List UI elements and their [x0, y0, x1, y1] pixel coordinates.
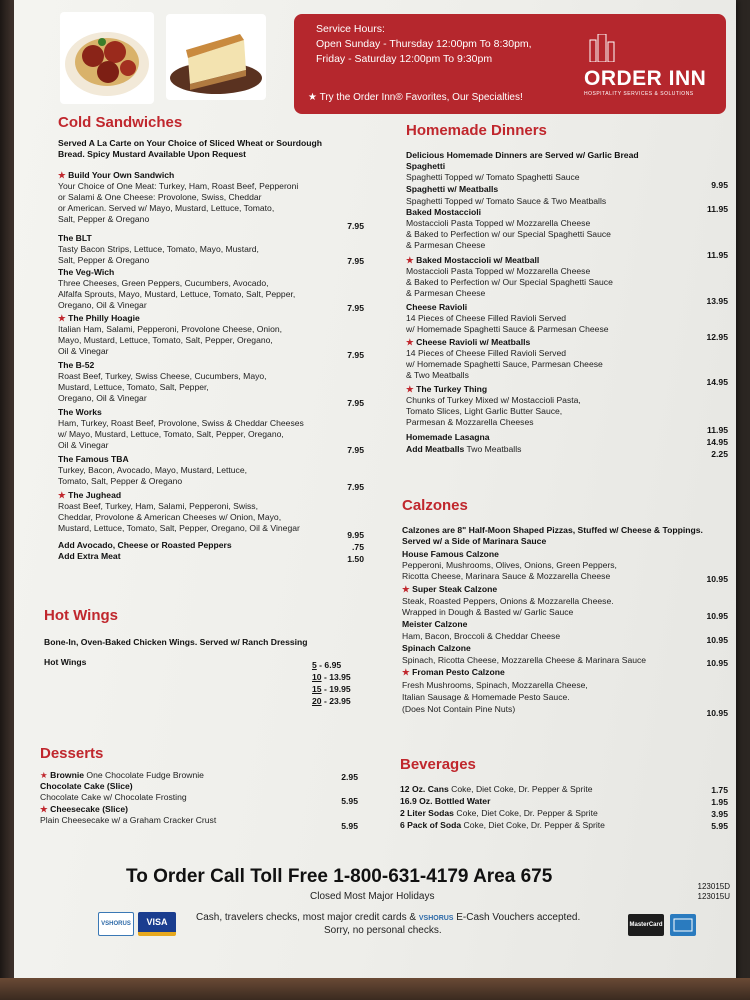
star-icon: ★ [308, 92, 317, 103]
works-desc-1: Ham, Turkey, Roast Beef, Provolone, Swiss & Cheddar Cheeses [58, 418, 304, 428]
mostaccioli-meatball-desc-1: Mostaccioli Pasta Topped w/ Mozzarella Cheese [406, 266, 591, 276]
turkey-thing-desc-3: Parmesan & Mozzarella Cheeses [406, 417, 534, 427]
jughead-desc-1: Roast Beef, Turkey, Ham, Salami, Pepperoni, Swiss, [58, 501, 258, 511]
star-icon: ★ [58, 170, 66, 180]
spinach-calzone-desc: Spinach, Ricotta Cheese, Mozzarella Cheese & Marinara Sauce [402, 655, 647, 665]
homemade-dinners-heading: Homemade Dinners [406, 122, 547, 139]
steak-calzone-price: 10.95 [706, 611, 728, 621]
cold-sandwiches-heading: Cold Sandwiches [58, 114, 183, 131]
cake-price: 5.95 [341, 796, 358, 806]
brownie-line: ★ Brownie One Chocolate Fudge Brownie [40, 770, 204, 780]
steak-calzone-desc-2: Wrapped in Dough & Basted w/ Garlic Sauce [402, 607, 574, 617]
payment-line [196, 913, 580, 924]
house-calzone-desc-2: Ricotta Cheese, Marinara Sauce & Mozzarella Cheese [402, 571, 611, 581]
hours-line-1: Open Sunday - Thursday 12:00pm To 8:30pm, [316, 38, 532, 50]
philly-desc-3: Oil & Vinegar [58, 346, 109, 356]
ravioli-desc-1: 14 Pieces of Cheese Filled Ravioli Served [406, 313, 567, 323]
meatball-photo [60, 12, 154, 104]
brownie-price: 2.95 [341, 772, 358, 782]
cheesecake-name: ★ Cheesecake (Slice) [40, 804, 128, 814]
dinners-intro: Delicious Homemade Dinners are Served w/ Garlic Bread [406, 150, 639, 160]
tba-desc-2: Tomato, Salt, Pepper & Oregano [58, 476, 183, 486]
star-icon: ★ [40, 804, 48, 814]
jughead-desc-3: Mustard, Lettuce, Tomato, Salt, Pepper, Oregano, Oil & Vinegar [58, 523, 300, 533]
byo-desc-1: Your Choice of One Meat: Turkey, Ham, Roast Beef, Pepperoni [58, 181, 299, 191]
philly-desc-2: Mayo, Mustard, Lettuce, Tomato, Salt, Pepper, Oregano, [58, 335, 273, 345]
ravioli-meatballs-name: ★ Cheese Ravioli w/ Meatballs [406, 337, 531, 347]
payment-text-2: E-Cash Vouchers accepted. [456, 912, 581, 923]
turkey-thing-price: 11.95 [706, 425, 728, 435]
no-checks: Sorry, no personal checks. [324, 925, 442, 936]
spaghetti-price: 9.95 [711, 180, 728, 190]
spinach-calzone-price: 10.95 [706, 658, 728, 668]
wings-price-4: 20 - 23.95 [312, 696, 351, 706]
works-desc-2: w/ Mayo, Mustard, Lettuce, Tomato, Salt, Pepper, Oregano, [58, 429, 284, 439]
water-price: 1.95 [711, 797, 728, 807]
byo-desc-3: or American. Served w/ Mayo, Mustard, Lettuce, Tomato, [58, 203, 275, 213]
menu-code-2: 123015U [697, 892, 730, 901]
lasagna-price: 14.95 [706, 437, 728, 447]
calzones-intro-1: Calzones are 8" Half-Moon Shaped Pizzas, Stuffed w/ Cheese & Toppings. [402, 525, 703, 535]
add-meatballs-price: 2.25 [711, 449, 728, 459]
works-desc-3: Oil & Vinegar [58, 440, 109, 450]
mostaccioli-desc-3: & Parmesan Cheese [406, 240, 486, 250]
wings-intro: Bone-In, Oven-Baked Chicken Wings. Served w/ Ranch Dressing [44, 637, 308, 647]
jughead-price: 9.95 [347, 530, 364, 540]
star-icon: ★ [406, 384, 414, 394]
calzones-intro-2: Served w/ a Side of Marinara Sauce [402, 536, 547, 546]
vshorus-logo: VSHORUS [418, 915, 454, 922]
spaghetti-desc: Spaghetti Topped w/ Tomato Spaghetti Sauce [406, 172, 580, 182]
cheesecake-price: 5.95 [341, 821, 358, 831]
wings-price-1: 5 - 6.95 [312, 660, 342, 670]
calzones-heading: Calzones [402, 497, 468, 514]
cheesecake-photo [166, 14, 266, 100]
wings-price-3: 15 - 19.95 [312, 684, 351, 694]
tba-name: The Famous TBA [58, 454, 129, 464]
cans-price: 1.75 [711, 785, 728, 795]
service-hours-banner [294, 14, 726, 114]
house-calzone-desc-1: Pepperoni, Mushrooms, Olives, Onions, Green Peppers, [402, 560, 617, 570]
star-icon: ★ [40, 770, 48, 780]
pesto-calzone-desc-3: (Does Not Contain Pine Nuts) [402, 704, 516, 714]
vshorus-card-icon: VSHORUS [98, 912, 134, 936]
order-phone-line: To Order Call Toll Free 1-800-631-4179 Area 675 [126, 866, 553, 887]
ravioli-meatballs-desc-2: w/ Homemade Spaghetti Sauce, Parmesan Cheese [406, 359, 603, 369]
menu-page [14, 0, 736, 990]
mostaccioli-desc-1: Mostaccioli Pasta Topped w/ Mozzarella Cheese [406, 218, 591, 228]
spinach-calzone-name: Spinach Calzone [402, 643, 471, 653]
closed-holidays: Closed Most Major Holidays [310, 891, 435, 902]
ravioli-price: 12.95 [706, 332, 728, 342]
favorites-text: Try the Order Inn® Favorites, Our Specialties! [319, 92, 523, 103]
star-icon: ★ [58, 313, 66, 323]
visa-card-icon: VISA [138, 912, 176, 936]
philly-desc-1: Italian Ham, Salami, Pepperoni, Provolone Cheese, Onion, [58, 324, 283, 334]
byo-name: ★ Build Your Own Sandwich [58, 170, 175, 180]
menu-code-1: 123015D [697, 882, 730, 891]
water-name: 16.9 Oz. Bottled Water [400, 796, 491, 806]
ravioli-name: Cheese Ravioli [406, 302, 468, 312]
spaghetti-meatballs-price: 11.95 [706, 204, 728, 214]
jughead-name: ★ The Jughead [58, 490, 122, 500]
star-icon: ★ [406, 255, 414, 265]
vegwich-name: The Veg-Wich [58, 267, 115, 277]
mostaccioli-meatball-name: ★ Baked Mostaccioli w/ Meatball [406, 255, 540, 265]
mostaccioli-desc-2: & Baked to Perfection w/ our Special Spaghetti Sauce [406, 229, 611, 239]
philly-name: ★ The Philly Hoagie [58, 313, 140, 323]
works-price: 7.95 [347, 445, 364, 455]
vegwich-desc-3: Oregano, Oil & Vinegar [58, 300, 147, 310]
blt-desc-1: Tasty Bacon Strips, Lettuce, Tomato, Mayo, Mustard, [58, 244, 259, 254]
philly-price: 7.95 [347, 350, 364, 360]
beverages-heading: Beverages [400, 756, 476, 773]
menu-codes [686, 882, 730, 902]
byo-price: 7.95 [347, 221, 364, 231]
vegwich-desc-2: Alfalfa Sprouts, Mayo, Mustard, Lettuce, Tomato, Salt, Pepper, [58, 289, 296, 299]
hot-wings-heading: Hot Wings [44, 607, 119, 624]
cans-line: 12 Oz. Cans Coke, Diet Coke, Dr. Pepper & Sprite [400, 784, 593, 794]
hours-title: Service Hours: [316, 23, 385, 35]
meister-calzone-price: 10.95 [706, 635, 728, 645]
star-icon: ★ [402, 667, 410, 677]
lasagna-name: Homemade Lasagna [406, 432, 490, 442]
desserts-heading: Desserts [40, 745, 104, 762]
byo-desc-4: Salt, Pepper & Oregano [58, 214, 150, 224]
vegwich-price: 7.95 [347, 303, 364, 313]
cold-intro-1: Served A La Carte on Your Choice of Sliced Wheat or Sourdough [58, 138, 323, 148]
tba-price: 7.95 [347, 482, 364, 492]
vegwich-desc-1: Three Cheeses, Green Peppers, Cucumbers, Avocado, [58, 278, 269, 288]
pesto-calzone-desc-2: Italian Sausage & Homemade Pesto Sauce. [402, 692, 570, 702]
wings-label: Hot Wings [44, 657, 87, 667]
star-icon: ★ [58, 490, 66, 500]
cold-intro-2: Bread. Spicy Mustard Available Upon Request [58, 149, 246, 159]
table-surface [0, 978, 750, 1000]
mostaccioli-meatball-price: 13.95 [706, 296, 728, 306]
mostaccioli-meatball-desc-2: & Baked to Perfection w/ Our Special Spaghetti Sauce [406, 277, 613, 287]
byo-desc-2: or Salami & One Cheese: Provolone, Swiss, Cheddar [58, 192, 262, 202]
turkey-thing-name: ★ The Turkey Thing [406, 384, 488, 394]
building-icon [584, 34, 624, 62]
meister-calzone-name: Meister Calzone [402, 619, 468, 629]
wings-price-2: 10 - 13.95 [312, 672, 351, 682]
add-meat-price: 1.50 [347, 554, 364, 564]
service-hours-text [316, 22, 532, 67]
steak-calzone-desc-1: Steak, Roasted Peppers, Onions & Mozzarella Cheese. [402, 596, 614, 606]
star-icon: ★ [406, 337, 414, 347]
ravioli-meatballs-desc-3: & Two Meatballs [406, 370, 469, 380]
spaghetti-meatballs-desc: Spaghetti Topped w/ Tomato Sauce & Two Meatballs [406, 196, 607, 206]
mostaccioli-meatball-desc-3: & Parmesan Cheese [406, 288, 486, 298]
cake-desc: Chocolate Cake w/ Chocolate Frosting [40, 792, 187, 802]
add-avocado-price: .75 [352, 542, 364, 552]
spaghetti-meatballs-name: Spaghetti w/ Meatballs [406, 184, 499, 194]
star-icon: ★ [402, 584, 410, 594]
blt-desc-2: Salt, Pepper & Oregano [58, 255, 150, 265]
tba-desc-1: Turkey, Bacon, Avocado, Mayo, Mustard, Lettuce, [58, 465, 247, 475]
hours-line-2: Friday - Saturday 12:00pm To 9:30pm [316, 53, 493, 65]
pesto-calzone-name: ★ Froman Pesto Calzone [402, 667, 505, 677]
mostaccioli-name: Baked Mostaccioli [406, 207, 481, 217]
liter-price: 3.95 [711, 809, 728, 819]
add-meat-name: Add Extra Meat [58, 551, 121, 561]
spaghetti-name: Spaghetti [406, 161, 446, 171]
blt-name: The BLT [58, 233, 92, 243]
ravioli-meatballs-desc-1: 14 Pieces of Cheese Filled Ravioli Served [406, 348, 567, 358]
cheesecake-desc: Plain Cheesecake w/ a Graham Cracker Crust [40, 815, 217, 825]
six-pack-price: 5.95 [711, 821, 728, 831]
six-pack-line: 6 Pack of Soda Coke, Diet Coke, Dr. Pepper & Sprite [400, 820, 605, 830]
logo-tagline: HOSPITALITY SERVICES & SOLUTIONS [584, 91, 694, 97]
favorites-line [308, 92, 523, 103]
b52-desc-3: Oregano, Oil & Vinegar [58, 393, 147, 403]
b52-desc-2: Mustard, Lettuce, Tomato, Salt, Pepper, [58, 382, 209, 392]
amex-card-icon [670, 914, 696, 936]
house-calzone-name: House Famous Calzone [402, 549, 499, 559]
logo-name: ORDER INN [584, 67, 707, 90]
meister-calzone-desc: Ham, Bacon, Broccoli & Cheddar Cheese [402, 631, 561, 641]
pesto-calzone-price: 10.95 [706, 708, 728, 718]
ravioli-desc-2: w/ Homemade Spaghetti Sauce & Parmesan Cheese [406, 324, 609, 334]
steak-calzone-name: ★ Super Steak Calzone [402, 584, 498, 594]
jughead-desc-2: Cheddar, Provolone & American Cheeses w/ Onion, Mayo, [58, 512, 282, 522]
cake-name: Chocolate Cake (Slice) [40, 781, 133, 791]
b52-desc-1: Roast Beef, Turkey, Swiss Cheese, Cucumbers, Mayo, [58, 371, 267, 381]
mostaccioli-price: 11.95 [706, 250, 728, 260]
pesto-calzone-desc-1: Fresh Mushrooms, Spinach, Mozzarella Cheese, [402, 680, 588, 690]
liter-line: 2 Liter Sodas Coke, Diet Coke, Dr. Pepper & Sprite [400, 808, 598, 818]
turkey-thing-desc-1: Chunks of Turkey Mixed w/ Mostaccioli Pasta, [406, 395, 581, 405]
order-inn-logo [584, 34, 706, 97]
b52-price: 7.95 [347, 398, 364, 408]
house-calzone-price: 10.95 [706, 574, 728, 584]
blt-price: 7.95 [347, 256, 364, 266]
add-avocado-name: Add Avocado, Cheese or Roasted Peppers [58, 540, 232, 550]
payment-text-1: Cash, travelers checks, most major credit cards & [196, 912, 417, 923]
ravioli-meatballs-price: 14.95 [706, 377, 728, 387]
b52-name: The B-52 [58, 360, 95, 370]
add-meatballs-line: Add Meatballs Two Meatballs [406, 444, 522, 454]
turkey-thing-desc-2: Tomato Slices, Light Garlic Butter Sauce, [406, 406, 563, 416]
works-name: The Works [58, 407, 102, 417]
mastercard-icon: MasterCard [628, 914, 664, 936]
